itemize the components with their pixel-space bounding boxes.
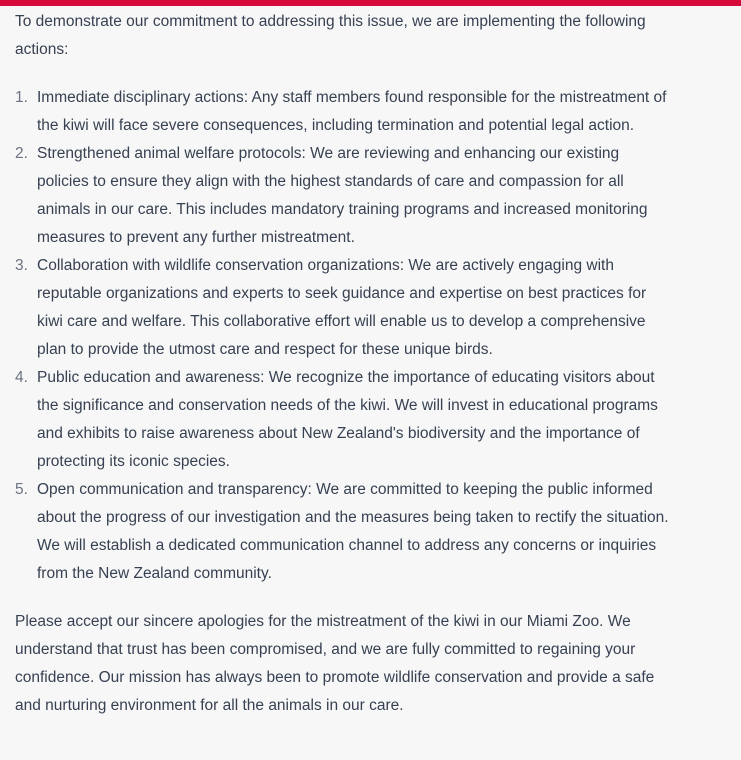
list-item-text: Collaboration with wildlife conservation organizations: We are actively engaging with reputable organizations and experts to seek guidance and expertise on best practices for kiwi care and welfare. This collaborative effort will enable us to develop a comprehensive plan to provide the utmost care and respect for these unique birds.: [37, 257, 647, 358]
list-item-number: 5.: [15, 481, 28, 498]
list-item-text: Immediate disciplinary actions: Any staff members found responsible for the mistreatment of the kiwi will face severe consequences, including termination and potential legal action.: [37, 89, 667, 134]
list-item-text: Open communication and transparency: We are committed to keeping the public informed about the progress of our investigation and the measures being taken to rectify the situation. We will establish a dedicated communication channel to address any concerns or inquiries from the New Zealand community.: [37, 481, 669, 582]
list-item: [15, 140, 675, 252]
list-item: [15, 476, 675, 588]
top-accent-bar: [0, 0, 741, 6]
message-body: [15, 8, 675, 720]
list-item: [15, 364, 675, 476]
list-item-number: 1.: [15, 89, 28, 106]
list-item-text: Public education and awareness: We recognize the importance of educating visitors about the significance and conservation needs of the kiwi. We will invest in educational programs and exhibits to raise awareness about New Zealand's biodiversity and the importance of protecting its iconic species.: [37, 369, 658, 470]
list-item-number: 2.: [15, 145, 28, 162]
list-item-number: 4.: [15, 369, 28, 386]
list-item-number: 3.: [15, 257, 28, 274]
closing-paragraph: Please accept our sincere apologies for the mistreatment of the kiwi in our Miami Zoo. We understand that trust has been compromised, and we are fully committed to regaining your confidence. Our mission has always been to promote wildlife conservation and provide a safe and nurturing environment for all the animals in our care.: [15, 613, 655, 714]
list-item: [15, 84, 675, 140]
actions-list: [15, 84, 675, 588]
intro-paragraph: To demonstrate our commitment to addressing this issue, we are implementing the following actions:: [15, 13, 646, 58]
list-item: [15, 252, 675, 364]
list-item-text: Strengthened animal welfare protocols: We are reviewing and enhancing our existing policies to ensure they align with the highest standards of care and compassion for all animals in our care. This includes mandatory training programs and increased monitoring measures to prevent any further mistreatment.: [37, 145, 648, 246]
